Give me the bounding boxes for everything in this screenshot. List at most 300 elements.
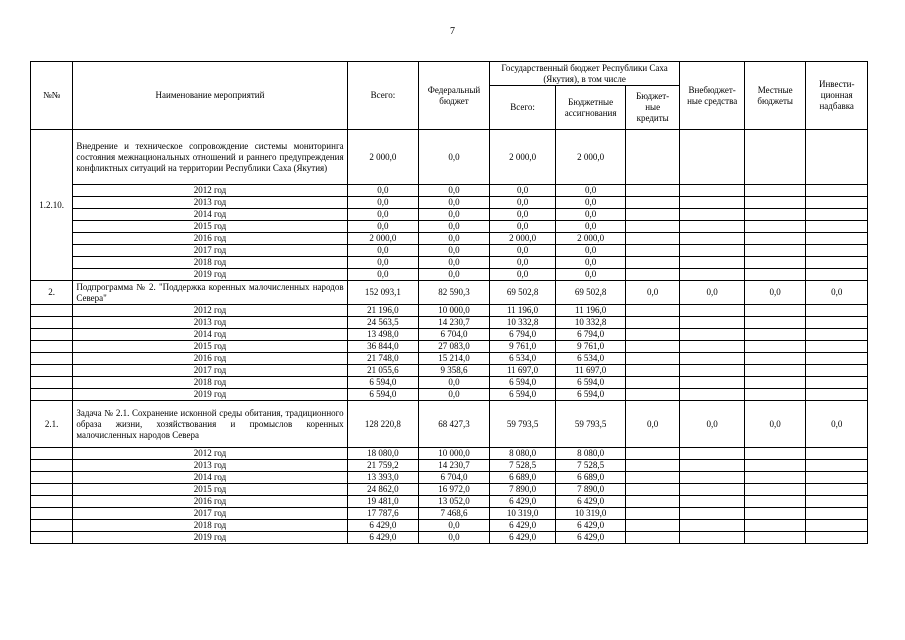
year-label: 2013 год: [73, 460, 347, 472]
section-local: 0,0: [744, 281, 806, 305]
section-federal: 0,0: [419, 130, 490, 185]
header-credits: Бюджет-ные кредиты: [625, 86, 679, 130]
year-state-total: 11 697,0: [489, 365, 556, 377]
year-local: [744, 305, 806, 317]
year-invest: [806, 305, 868, 317]
year-credits: [625, 377, 679, 389]
year-credits: [625, 496, 679, 508]
section-invest: [806, 130, 868, 185]
year-state-total: 0,0: [489, 209, 556, 221]
year-credits: [625, 317, 679, 329]
year-row: [31, 197, 868, 209]
year-state-total: 6 534,0: [489, 353, 556, 365]
year-row: [31, 317, 868, 329]
year-row: [31, 233, 868, 245]
year-total: 21 196,0: [347, 305, 419, 317]
section-total: 152 093,1: [347, 281, 419, 305]
header-num: №№: [31, 62, 73, 130]
year-local: [744, 209, 806, 221]
year-row: [31, 305, 868, 317]
section-local: 0,0: [744, 401, 806, 448]
year-credits: [625, 197, 679, 209]
year-local: [744, 269, 806, 281]
section-row: [31, 130, 868, 185]
year-label: 2018 год: [73, 377, 347, 389]
year-row-num: [31, 353, 73, 365]
year-credits: [625, 460, 679, 472]
year-state-total: 6 429,0: [489, 520, 556, 532]
year-state-total: 6 429,0: [489, 532, 556, 544]
year-state-total: 2 000,0: [489, 233, 556, 245]
year-federal: 16 972,0: [419, 484, 490, 496]
year-credits: [625, 257, 679, 269]
year-invest: [806, 269, 868, 281]
year-label: 2012 год: [73, 448, 347, 460]
year-state-total: 11 196,0: [489, 305, 556, 317]
year-extrabudget: [680, 245, 745, 257]
section-extrabudget: 0,0: [680, 401, 745, 448]
year-federal: 0,0: [419, 245, 490, 257]
year-extrabudget: [680, 185, 745, 197]
year-federal: 0,0: [419, 532, 490, 544]
year-federal: 0,0: [419, 269, 490, 281]
year-extrabudget: [680, 197, 745, 209]
section-name: Задача № 2.1. Сохранение исконной среды обитания, традиционного образа жизни, хозяйствования и промыслов коренных малочисленных народов Севера: [73, 401, 347, 448]
year-invest: [806, 389, 868, 401]
year-federal: 0,0: [419, 389, 490, 401]
year-credits: [625, 209, 679, 221]
year-row: [31, 245, 868, 257]
year-row: [31, 460, 868, 472]
year-label: 2016 год: [73, 233, 347, 245]
section-state-total: 69 502,8: [489, 281, 556, 305]
section-name: Подпрограмма № 2. "Поддержка коренных малочисленных народов Севера": [73, 281, 347, 305]
year-total: 17 787,6: [347, 508, 419, 520]
year-state-total: 0,0: [489, 257, 556, 269]
year-state-total: 0,0: [489, 269, 556, 281]
year-credits: [625, 329, 679, 341]
year-extrabudget: [680, 377, 745, 389]
year-total: 21 759,2: [347, 460, 419, 472]
year-row-num: [31, 341, 73, 353]
year-row-num: [31, 389, 73, 401]
year-extrabudget: [680, 233, 745, 245]
year-invest: [806, 197, 868, 209]
year-invest: [806, 448, 868, 460]
year-total: 0,0: [347, 221, 419, 233]
year-assignations: 0,0: [556, 185, 626, 197]
year-row-num: [31, 460, 73, 472]
year-credits: [625, 233, 679, 245]
year-total: 18 080,0: [347, 448, 419, 460]
year-assignations: 10 332,8: [556, 317, 626, 329]
table-body: [31, 130, 868, 544]
year-extrabudget: [680, 389, 745, 401]
year-credits: [625, 245, 679, 257]
year-invest: [806, 365, 868, 377]
year-label: 2017 год: [73, 508, 347, 520]
year-federal: 0,0: [419, 377, 490, 389]
year-row-num: [31, 377, 73, 389]
year-invest: [806, 496, 868, 508]
year-state-total: 9 761,0: [489, 341, 556, 353]
year-local: [744, 365, 806, 377]
year-total: 0,0: [347, 209, 419, 221]
year-label: 2015 год: [73, 221, 347, 233]
section-local: [744, 130, 806, 185]
year-state-total: 0,0: [489, 245, 556, 257]
year-assignations: 7 528,5: [556, 460, 626, 472]
header-invest: Инвести-ционная надбавка: [806, 62, 868, 130]
year-total: 24 862,0: [347, 484, 419, 496]
year-state-total: 6 594,0: [489, 389, 556, 401]
year-total: 24 563,5: [347, 317, 419, 329]
section-row: [31, 281, 868, 305]
year-assignations: 11 697,0: [556, 365, 626, 377]
year-row: [31, 520, 868, 532]
year-row-num: [31, 472, 73, 484]
year-state-total: 6 429,0: [489, 496, 556, 508]
year-label: 2017 год: [73, 365, 347, 377]
section-extrabudget: [680, 130, 745, 185]
year-assignations: 6 534,0: [556, 353, 626, 365]
section-name: Внедрение и техническое сопровождение системы мониторинга состояния межнациональных отношений и раннего предупреждения конфликтных ситуаций на территории Республики Саха (Якутия): [73, 130, 347, 185]
year-assignations: 8 080,0: [556, 448, 626, 460]
section-federal: 82 590,3: [419, 281, 490, 305]
year-row: [31, 472, 868, 484]
year-invest: [806, 329, 868, 341]
year-credits: [625, 305, 679, 317]
year-invest: [806, 221, 868, 233]
section-total: 128 220,8: [347, 401, 419, 448]
year-local: [744, 508, 806, 520]
year-extrabudget: [680, 209, 745, 221]
year-extrabudget: [680, 365, 745, 377]
year-local: [744, 329, 806, 341]
year-total: 0,0: [347, 269, 419, 281]
year-row: [31, 257, 868, 269]
year-extrabudget: [680, 484, 745, 496]
year-local: [744, 317, 806, 329]
year-invest: [806, 233, 868, 245]
section-assignations: 59 793,5: [556, 401, 626, 448]
year-assignations: 0,0: [556, 245, 626, 257]
year-row-num: [31, 520, 73, 532]
year-assignations: 6 594,0: [556, 389, 626, 401]
year-local: [744, 245, 806, 257]
year-assignations: 0,0: [556, 209, 626, 221]
year-total: 6 594,0: [347, 389, 419, 401]
section-invest: 0,0: [806, 281, 868, 305]
section-assignations: 69 502,8: [556, 281, 626, 305]
header-federal: Федеральный бюджет: [419, 62, 490, 130]
year-federal: 10 000,0: [419, 305, 490, 317]
year-invest: [806, 209, 868, 221]
year-row: [31, 448, 868, 460]
year-credits: [625, 472, 679, 484]
year-assignations: 6 429,0: [556, 520, 626, 532]
year-invest: [806, 317, 868, 329]
year-federal: 0,0: [419, 233, 490, 245]
year-federal: 0,0: [419, 185, 490, 197]
year-credits: [625, 484, 679, 496]
year-row: [31, 365, 868, 377]
year-assignations: 0,0: [556, 221, 626, 233]
year-total: 19 481,0: [347, 496, 419, 508]
year-federal: 0,0: [419, 221, 490, 233]
year-row-num: [31, 532, 73, 544]
year-invest: [806, 508, 868, 520]
year-credits: [625, 221, 679, 233]
section-state-total: 2 000,0: [489, 130, 556, 185]
year-total: 0,0: [347, 185, 419, 197]
section-row: [31, 401, 868, 448]
year-assignations: 0,0: [556, 257, 626, 269]
year-label: 2014 год: [73, 472, 347, 484]
year-label: 2012 год: [73, 305, 347, 317]
year-federal: 0,0: [419, 209, 490, 221]
header-name: Наименование мероприятий: [73, 62, 347, 130]
year-assignations: 6 429,0: [556, 496, 626, 508]
section-assignations: 2 000,0: [556, 130, 626, 185]
year-extrabudget: [680, 341, 745, 353]
year-assignations: 7 890,0: [556, 484, 626, 496]
year-assignations: 2 000,0: [556, 233, 626, 245]
year-total: 0,0: [347, 257, 419, 269]
year-invest: [806, 185, 868, 197]
year-extrabudget: [680, 257, 745, 269]
year-invest: [806, 484, 868, 496]
year-assignations: 6 689,0: [556, 472, 626, 484]
year-label: 2017 год: [73, 245, 347, 257]
year-local: [744, 448, 806, 460]
year-federal: 7 468,6: [419, 508, 490, 520]
year-federal: 14 230,7: [419, 317, 490, 329]
year-row: [31, 341, 868, 353]
year-federal: 0,0: [419, 257, 490, 269]
year-invest: [806, 341, 868, 353]
year-credits: [625, 448, 679, 460]
year-row: [31, 329, 868, 341]
year-extrabudget: [680, 460, 745, 472]
section-extrabudget: 0,0: [680, 281, 745, 305]
year-label: 2016 год: [73, 496, 347, 508]
section-credits: [625, 130, 679, 185]
year-credits: [625, 185, 679, 197]
year-federal: 27 083,0: [419, 341, 490, 353]
table-header: [31, 62, 868, 130]
year-row-num: [31, 365, 73, 377]
year-row: [31, 353, 868, 365]
section-total: 2 000,0: [347, 130, 419, 185]
header-extrabudget: Внебюджет-ные средства: [680, 62, 745, 130]
year-invest: [806, 245, 868, 257]
year-assignations: 10 319,0: [556, 508, 626, 520]
year-row-num: [31, 448, 73, 460]
year-row: [31, 221, 868, 233]
year-assignations: 0,0: [556, 197, 626, 209]
year-extrabudget: [680, 508, 745, 520]
year-row: [31, 484, 868, 496]
year-assignations: 6 429,0: [556, 532, 626, 544]
year-row-num: [31, 496, 73, 508]
year-label: 2015 год: [73, 341, 347, 353]
year-federal: 9 358,6: [419, 365, 490, 377]
year-credits: [625, 269, 679, 281]
year-row: [31, 185, 868, 197]
section-credits: 0,0: [625, 281, 679, 305]
year-credits: [625, 532, 679, 544]
year-label: 2013 год: [73, 317, 347, 329]
year-state-total: 8 080,0: [489, 448, 556, 460]
year-row-num: [31, 484, 73, 496]
section-credits: 0,0: [625, 401, 679, 448]
year-total: 6 594,0: [347, 377, 419, 389]
year-extrabudget: [680, 305, 745, 317]
year-total: 0,0: [347, 197, 419, 209]
year-total: 13 498,0: [347, 329, 419, 341]
year-total: 6 429,0: [347, 520, 419, 532]
year-label: 2018 год: [73, 257, 347, 269]
year-credits: [625, 365, 679, 377]
year-label: 2019 год: [73, 269, 347, 281]
year-local: [744, 377, 806, 389]
year-label: 2016 год: [73, 353, 347, 365]
year-row-num: [31, 329, 73, 341]
year-local: [744, 484, 806, 496]
header-assignations: Бюджетные ассигнования: [556, 86, 626, 130]
year-state-total: 6 794,0: [489, 329, 556, 341]
section-federal: 68 427,3: [419, 401, 490, 448]
year-extrabudget: [680, 520, 745, 532]
year-local: [744, 496, 806, 508]
year-federal: 6 704,0: [419, 329, 490, 341]
year-federal: 15 214,0: [419, 353, 490, 365]
year-credits: [625, 353, 679, 365]
year-local: [744, 221, 806, 233]
year-label: 2012 год: [73, 185, 347, 197]
year-label: 2019 год: [73, 389, 347, 401]
year-row: [31, 209, 868, 221]
year-federal: 0,0: [419, 197, 490, 209]
header-state-group: Государственный бюджет Республики Саха (Якутия), в том числе: [489, 62, 680, 86]
year-total: 21 748,0: [347, 353, 419, 365]
section-state-total: 59 793,5: [489, 401, 556, 448]
year-state-total: 10 319,0: [489, 508, 556, 520]
year-row: [31, 496, 868, 508]
year-extrabudget: [680, 269, 745, 281]
year-local: [744, 185, 806, 197]
year-total: 6 429,0: [347, 532, 419, 544]
year-assignations: 9 761,0: [556, 341, 626, 353]
year-local: [744, 472, 806, 484]
year-extrabudget: [680, 317, 745, 329]
year-assignations: 6 794,0: [556, 329, 626, 341]
year-row-num: [31, 317, 73, 329]
year-extrabudget: [680, 532, 745, 544]
year-label: 2018 год: [73, 520, 347, 532]
year-label: 2014 год: [73, 329, 347, 341]
year-local: [744, 353, 806, 365]
year-local: [744, 233, 806, 245]
year-credits: [625, 520, 679, 532]
year-state-total: 10 332,8: [489, 317, 556, 329]
year-extrabudget: [680, 472, 745, 484]
year-total: 36 844,0: [347, 341, 419, 353]
year-local: [744, 532, 806, 544]
section-number: 2.: [31, 281, 73, 305]
year-local: [744, 520, 806, 532]
year-state-total: 0,0: [489, 197, 556, 209]
year-assignations: 11 196,0: [556, 305, 626, 317]
year-federal: 0,0: [419, 520, 490, 532]
year-assignations: 6 594,0: [556, 377, 626, 389]
year-state-total: 7 528,5: [489, 460, 556, 472]
year-federal: 13 052,0: [419, 496, 490, 508]
year-local: [744, 197, 806, 209]
year-credits: [625, 389, 679, 401]
year-local: [744, 389, 806, 401]
page-number: 7: [450, 26, 455, 37]
year-invest: [806, 520, 868, 532]
year-row-num: [31, 305, 73, 317]
year-invest: [806, 460, 868, 472]
year-state-total: 6 594,0: [489, 377, 556, 389]
section-number: 1.2.10.: [31, 130, 73, 281]
year-label: 2019 год: [73, 532, 347, 544]
year-row: [31, 508, 868, 520]
year-total: 2 000,0: [347, 233, 419, 245]
year-federal: 10 000,0: [419, 448, 490, 460]
budget-table: [30, 61, 868, 544]
year-row: [31, 377, 868, 389]
year-invest: [806, 353, 868, 365]
year-invest: [806, 532, 868, 544]
header-total: Всего:: [347, 62, 419, 130]
year-federal: 14 230,7: [419, 460, 490, 472]
year-row: [31, 269, 868, 281]
year-credits: [625, 508, 679, 520]
year-state-total: 0,0: [489, 185, 556, 197]
year-state-total: 6 689,0: [489, 472, 556, 484]
year-invest: [806, 472, 868, 484]
year-local: [744, 460, 806, 472]
year-federal: 6 704,0: [419, 472, 490, 484]
year-extrabudget: [680, 221, 745, 233]
year-credits: [625, 341, 679, 353]
year-state-total: 7 890,0: [489, 484, 556, 496]
year-total: 21 055,6: [347, 365, 419, 377]
header-state-total: Всего:: [489, 86, 556, 130]
year-invest: [806, 377, 868, 389]
section-invest: 0,0: [806, 401, 868, 448]
year-local: [744, 257, 806, 269]
year-total: 0,0: [347, 245, 419, 257]
year-row-num: [31, 508, 73, 520]
year-label: 2013 год: [73, 197, 347, 209]
year-total: 13 393,0: [347, 472, 419, 484]
year-invest: [806, 257, 868, 269]
year-assignations: 0,0: [556, 269, 626, 281]
year-state-total: 0,0: [489, 221, 556, 233]
year-label: 2014 год: [73, 209, 347, 221]
year-extrabudget: [680, 353, 745, 365]
year-row: [31, 389, 868, 401]
year-row: [31, 532, 868, 544]
year-extrabudget: [680, 329, 745, 341]
year-extrabudget: [680, 448, 745, 460]
year-label: 2015 год: [73, 484, 347, 496]
